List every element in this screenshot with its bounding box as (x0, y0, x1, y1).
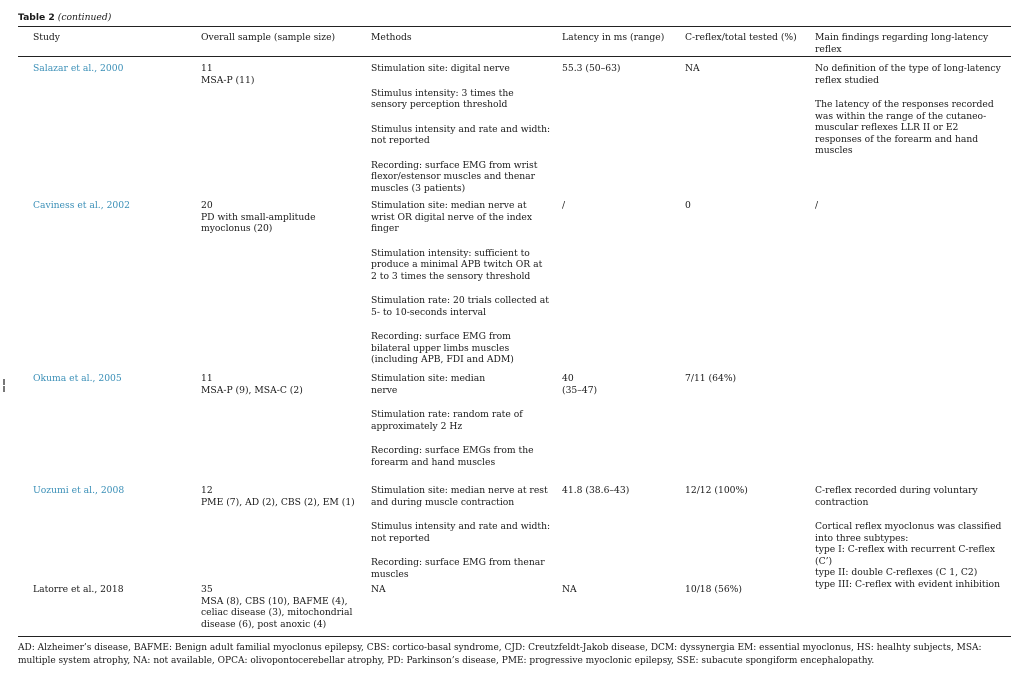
method-item: NA (371, 584, 386, 595)
header-sample: Overall sample (sample size) (201, 32, 336, 43)
sample-size: 11 (201, 63, 213, 74)
finding-item: Cortical reflex myoclonus was classified into three subtypes: type I: C-reflex with recurrent C-reflex (C’) type II: double C-reflexes (C 1, C2) type III: C-reflex with evident inhibition (815, 521, 1002, 590)
sample-desc: MSA-P (11) (201, 74, 255, 86)
method-item: Stimulation rate: random rate of approximately 2 Hz (371, 409, 523, 432)
methods-cell (371, 63, 551, 194)
finding-item: C-reflex recorded during voluntary contraction (815, 485, 978, 508)
header-creflex: C-reflex/total tested (%) (685, 32, 797, 43)
method-item: Stimulus intensity: 3 times the sensory perception threshold (371, 87, 514, 110)
bottom-rule (18, 636, 1011, 637)
table-footnote: AD: Alzheimer’s disease, BAFME: Benign adult familial myoclonus epilepsy, CBS: cortico-basal syndrome, CJD: Creutzfeldt-Jakob disease, DCM: dyssynergia EM: essential myoclonus, HS: healhty subjects, MSA: multiple system atrophy, NA: not available, OPCA: olivopontocerebellar atrophy, PD: Parkinson’s disease, PME: progressive myoclonic epilepsy, SSE: subacute spongiform encephalopathy. (18, 643, 982, 666)
creflex-cell: NA (685, 63, 700, 74)
finding-item: / (815, 200, 819, 211)
finding-item: No definition of the type of long-latency reflex studied (815, 63, 1001, 86)
header-study: Study (33, 32, 60, 43)
method-item: Recording: surface EMG from wrist flexor/estensor muscles and thenar muscles (3 patients) (371, 159, 538, 194)
creflex-cell: 7/11 (64%) (685, 373, 737, 384)
sample-cell (201, 200, 351, 235)
latency-cell: NA (562, 584, 577, 595)
finding-item: The latency of the responses recorded was within the range of the cutaneo-muscular reflexes LLR II or E2 responses of the forearm and hand muscles (815, 99, 994, 156)
creflex-cell: 10/18 (56%) (685, 584, 742, 595)
latency-cell: 40 (35–47) (562, 373, 598, 396)
method-item: Stimulation site: median nerve (371, 373, 486, 396)
sample-desc: PD with small-amplitude myoclonus (20) (201, 211, 316, 234)
method-item: Stimulation rate: 20 trials collected at 5- to 10-seconds interval (371, 295, 549, 318)
methods-cell (371, 373, 551, 468)
table-number: Table 2 (18, 12, 55, 23)
header-methods: Methods (371, 32, 412, 43)
study-link[interactable]: Okuma et al., 2005 (33, 373, 122, 384)
table-title (18, 12, 111, 23)
method-item: Stimulation intensity: sufficient to produce a minimal APB twitch OR at 2 to 3 times the sensory threshold (371, 247, 543, 282)
method-item: Stimulation site: digital nerve (371, 63, 510, 74)
header-findings: Main findings regarding long-latency reflex (815, 32, 989, 55)
findings-cell (815, 63, 1007, 170)
header-rule (18, 56, 1011, 57)
sample-desc: PME (7), AD (2), CBS (2), EM (1) (201, 496, 355, 508)
header-latency: Latency in ms (range) (562, 32, 665, 43)
study-link[interactable]: Caviness et al., 2002 (33, 200, 130, 211)
findings-cell (815, 485, 1007, 590)
methods-cell (371, 485, 551, 580)
method-item: Recording: surface EMG from thenar muscles (371, 557, 545, 580)
latency-cell: 41.8 (38.6–43) (562, 485, 630, 496)
sample-desc: MSA (8), CBS (10), BAFME (4), celiac disease (3), mitochondrial disease (6), post anoxic (4) (201, 595, 353, 630)
sample-cell (201, 373, 361, 396)
sample-size: 35 (201, 584, 213, 595)
latency-cell: 55.3 (50–63) (562, 63, 621, 74)
study-link[interactable]: Uozumi et al., 2008 (33, 485, 125, 496)
sample-cell (201, 63, 361, 86)
sample-size: 12 (201, 485, 213, 496)
page-margin-mark (2, 378, 6, 398)
method-item: Recording: surface EMGs from the forearm and hand muscles (371, 445, 534, 468)
sample-cell (201, 584, 356, 630)
study-name: Latorre et al., 2018 (33, 584, 124, 595)
method-item: Recording: surface EMG from bilateral upper limbs muscles (including APB, FDI and ADM) (371, 331, 514, 365)
sample-desc: MSA-P (9), MSA-C (2) (201, 384, 303, 396)
method-item: Stimulus intensity and rate and width: not reported (371, 521, 551, 544)
methods-cell (371, 200, 551, 366)
creflex-cell: 12/12 (100%) (685, 485, 748, 496)
method-item: Stimulation site: median nerve at wrist OR digital nerve of the index finger (371, 200, 533, 234)
sample-size: 11 (201, 373, 213, 384)
method-item: Stimulation site: median nerve at rest and during muscle contraction (371, 485, 548, 508)
creflex-cell: 0 (685, 200, 691, 211)
table-continued-label: (continued) (57, 12, 112, 23)
latency-cell: / (562, 200, 566, 211)
study-link[interactable]: Salazar et al., 2000 (33, 63, 124, 74)
sample-cell (201, 485, 366, 508)
top-rule (18, 26, 1011, 27)
sample-size: 20 (201, 200, 213, 211)
method-item: Stimulus intensity and rate and width: not reported (371, 123, 551, 146)
